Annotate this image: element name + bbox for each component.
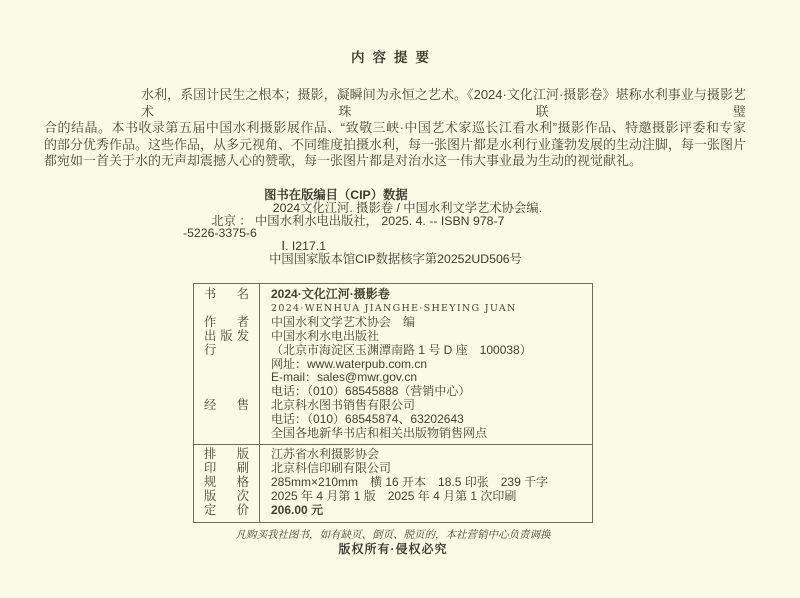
colophon-row-label: 排版	[204, 446, 249, 461]
colophon-row-content	[259, 504, 592, 518]
colophon-row-label: 书名	[204, 287, 249, 301]
summary-line: 合的结晶。本书收录第五届中国水利摄影展作品、“致敬三峡·中国艺术家巡长江看水利”摄影作品、特邀摄影评委和专家	[44, 120, 746, 136]
cip-block	[183, 189, 603, 266]
colophon-line: 北京科信印刷有限公司	[271, 460, 392, 475]
colophon-section	[194, 444, 592, 522]
colophon-row-content	[259, 288, 592, 316]
summary-title: 内容提要	[351, 50, 437, 65]
colophon-line: 电话：（010）68545874、63202643	[271, 412, 464, 427]
colophon-row-content	[259, 490, 592, 504]
colophon-row	[194, 476, 592, 490]
colophon-line: 2024·WENHUA JIANGHE·SHEYING JUAN	[271, 302, 517, 314]
colophon-row	[194, 330, 592, 400]
colophon-row	[194, 504, 592, 518]
colophon-row-label: 规格	[204, 474, 249, 489]
colophon-line: （北京市海淀区玉渊潭南路 1 号 D 座 100038）	[271, 342, 532, 357]
colophon-line: 2024·文化江河·摄影卷	[271, 287, 390, 301]
colophon-row-label: 印刷	[204, 460, 249, 475]
colophon-line: 网址：www.waterpub.com.cn	[271, 356, 428, 371]
colophon-line: 285mm×210mm 横 16 开本 18.5 印张 239 千字	[271, 474, 549, 489]
colophon-line: 电话：（010）68545888（营销中心）	[271, 384, 471, 399]
cip-line: Ⅰ. I217.1	[281, 239, 327, 254]
table-vertical-rule	[259, 284, 260, 522]
cip-line: 北京 ： 中国水利水电出版社， 2025. 4. -- ISBN 978-7	[211, 213, 505, 228]
colophon-row-content	[259, 448, 592, 462]
colophon-row-label: 定价	[204, 502, 249, 517]
colophon-row-content	[259, 399, 592, 441]
colophon-row-label: 经售	[204, 398, 249, 413]
colophon-line: 206.00 元	[271, 502, 324, 517]
colophon-line: 北京科水图书销售有限公司	[271, 398, 416, 413]
colophon-row	[194, 448, 592, 462]
colophon-row	[194, 490, 592, 504]
colophon-line: 2025 年 4 月第 1 版 2025 年 4 月第 1 次印刷	[271, 488, 517, 503]
colophon-row	[194, 316, 592, 330]
colophon-row	[194, 462, 592, 476]
colophon-line: E-mail：sales@mwr.gov.cn	[271, 370, 417, 385]
colophon-line: 中国水利文学艺术协会 编	[271, 314, 416, 329]
colophon-table	[193, 283, 593, 523]
colophon-row-content	[259, 316, 592, 330]
exchange-notice: 凡购买我社图书，如有缺页、倒页、脱页的，本社营销中心负责调换	[235, 530, 551, 541]
colophon-line: 中国水利水电出版社	[271, 328, 380, 343]
cip-line: 2024文化江河. 摄影卷 / 中国水利文学艺术协会编.	[272, 200, 542, 215]
cip-line: -5226-3375-6	[183, 226, 257, 241]
colophon-line: 江苏省水利摄影协会	[271, 446, 380, 461]
summary-paragraph	[44, 87, 746, 170]
colophon-row	[194, 288, 592, 316]
colophon-row-content	[259, 462, 592, 476]
colophon-row-content	[259, 476, 592, 490]
colophon-row	[194, 399, 592, 441]
colophon-row-label: 版次	[204, 488, 249, 503]
colophon-line: 全国各地新华书店和相关出版物销售网点	[271, 426, 488, 441]
cip-line: 图书在版编目（CIP）数据	[264, 188, 408, 202]
colophon-row-content	[259, 330, 592, 400]
colophon-row-label: 作者	[204, 314, 249, 329]
colophon-row-label: 出版发行	[204, 328, 249, 357]
colophon-section	[194, 284, 592, 444]
summary-line: 都宛如一首关于水的无声却震撼人心的赞歌，每一张图片都是对治水这一伟大事业最为生动的视觉献礼。	[44, 153, 643, 169]
copyright-statement: 版权所有·侵权必究	[338, 542, 448, 556]
cip-line: 中国国家版本馆CIP数据核字第20252UD506号	[269, 251, 522, 266]
summary-line: 水利，系国计民生之根本；摄影，凝瞬间为永恒之艺术。《2024·文化江河·摄影卷》堪称水利事业与摄影艺术珠联璧	[141, 87, 746, 119]
summary-line: 的部分优秀作品。这些作品，从多元视角、不同维度拍摄水利，每一张图片都是水利行业蓬勃发展的生动注脚，每一张图片	[44, 136, 747, 152]
